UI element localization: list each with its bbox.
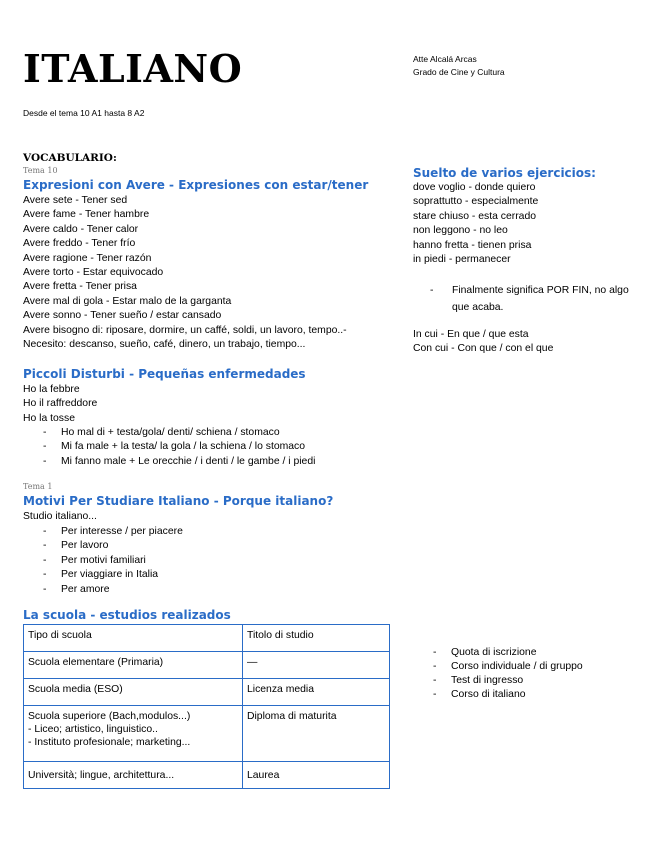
vocab-list: [23, 194, 347, 352]
table-cell: [24, 625, 243, 652]
cell-text: - Liceo; artistico, linguistico..: [28, 724, 158, 735]
vocab-line: Avere ragione - Tener razón: [23, 252, 152, 264]
disturbi-line: Ho il raffreddore: [23, 398, 98, 410]
disturbi-line: Ho la tosse: [23, 412, 75, 424]
disturbi-line: Ho la febbre: [23, 384, 80, 395]
table-cell: Laurea: [243, 762, 390, 789]
vocab-line: Avere fretta - Tener prisa: [23, 281, 137, 293]
program-name: Grado de Cine y Cultura: [413, 67, 505, 77]
suelto-line: Con cui - Con que / con el que: [413, 343, 554, 355]
section-heading-avere: Expresioni con Avere - Expresiones con estar/tener: [23, 178, 369, 192]
vocab-line: Avere mal di gola - Estar malo de la garganta: [23, 295, 232, 307]
vocab-line: Avere torto - Estar equivocado: [23, 267, 164, 279]
motivi-bullets: [23, 525, 183, 597]
table-cell: Diploma di maturita: [243, 706, 390, 762]
table-cell: [24, 652, 243, 679]
bullet-item: - Per interesse / per piacere: [23, 525, 183, 539]
bullet-item: - Quota di iscrizione: [413, 646, 583, 660]
suelto-line: dove voglio - donde quiero: [413, 182, 536, 193]
table-row: [24, 762, 390, 789]
table-row: [24, 652, 390, 679]
bullet-item: - Mi fa male + la testa/ la gola / la schiena / lo stomaco: [23, 440, 315, 454]
note-finalmente: [430, 282, 630, 316]
cell-text: Università; lingue, architettura...: [28, 769, 175, 781]
scuola-table: [23, 624, 390, 789]
vocab-line: Avere sonno - Tener sueño / estar cansado: [23, 310, 222, 322]
table-row: [24, 625, 390, 652]
suelto-line: stare chiuso - esta cerrado: [413, 210, 537, 222]
bullet-item: - Test di ingresso: [413, 674, 583, 688]
suelto-list: [413, 181, 538, 267]
vocab-line: Avere bisogno di: riposare, dormire, un caffé, soldi, un lavoro, tempo..-: [23, 324, 347, 336]
table-row: [24, 679, 390, 706]
author-block: [413, 53, 505, 79]
vocab-line: Avere fame - Tener hambre: [23, 209, 150, 221]
suelto-line: In cui - En que / que esta: [413, 329, 529, 340]
table-row: [24, 706, 390, 762]
cell-text: Scuola media (ESO): [28, 684, 123, 695]
table-cell: Licenza media: [243, 679, 390, 706]
vocab-line: Avere freddo - Tener frío: [23, 238, 136, 250]
bullet-item: - Per motivi familiari: [23, 554, 183, 568]
corso-bullets: [413, 646, 583, 702]
vocab-line: Avere sete - Tener sed: [23, 195, 128, 206]
suelto-line: in piedi - permanecer: [413, 254, 511, 266]
page-subtitle: Desde el tema 10 A1 hasta 8 A2: [23, 108, 145, 118]
tema-label: Tema 10: [23, 166, 58, 175]
table-cell: [24, 679, 243, 706]
disturbi-bullets: [23, 426, 315, 469]
vocab-line: Necesito: descanso, sueño, café, dinero, un trabajo, tiempo...: [23, 339, 306, 351]
suelto-line: non leggono - no leo: [413, 225, 508, 237]
note-text: - Finalmente significa POR FIN, no algo que acaba.: [452, 285, 629, 313]
page-title: ITALIANO: [23, 46, 243, 91]
tema-label: Tema 1: [23, 482, 53, 491]
suelto-list-2: [413, 328, 553, 357]
cell-text: Scuola superiore (Bach,modulos...): [28, 711, 191, 722]
bullet-item: - Per amore: [23, 583, 183, 597]
cell-text: Tipo di scuola: [28, 630, 92, 641]
disturbi-list: [23, 383, 97, 426]
table-cell: [24, 762, 243, 789]
vocab-label: VOCABULARIO:: [23, 152, 117, 164]
vocab-line: Avere caldo - Tener calor: [23, 223, 139, 235]
cell-text: - Instituto profesionale; marketing...: [28, 737, 191, 748]
motivi-intro: [23, 510, 97, 524]
motivi-intro-text: Studio italiano...: [23, 511, 97, 522]
cell-text: Scuola elementare (Primaria): [28, 657, 164, 668]
table-cell: Titolo di studio: [243, 625, 390, 652]
section-heading-motivi: Motivi Per Studiare Italiano - Porque italiano?: [23, 494, 334, 508]
bullet-item: - Ho mal di + testa/gola/ denti/ schiena / stomaco: [23, 426, 315, 440]
section-heading-suelto: Suelto de varios ejercicios:: [413, 166, 596, 180]
bullet-item: - Per viaggiare in Italia: [23, 568, 183, 582]
table-cell: —: [243, 652, 390, 679]
bullet-item: - Per lavoro: [23, 539, 183, 553]
suelto-line: hanno fretta - tienen prisa: [413, 239, 532, 251]
author-name: Atte Alcalá Arcas: [413, 54, 477, 64]
suelto-line: soprattutto - especialmente: [413, 196, 539, 208]
bullet-item: - Corso individuale / di gruppo: [413, 660, 583, 674]
section-heading-scuola: La scuola - estudios realizados: [23, 608, 231, 622]
bullet-item: - Corso di italiano: [413, 688, 583, 702]
bullet-item: - Mi fanno male + Le orecchie / i denti / le gambe / i piedi: [23, 455, 315, 469]
table-cell: [24, 706, 243, 762]
section-heading-disturbi: Piccoli Disturbi - Pequeñas enfermedades: [23, 367, 306, 381]
